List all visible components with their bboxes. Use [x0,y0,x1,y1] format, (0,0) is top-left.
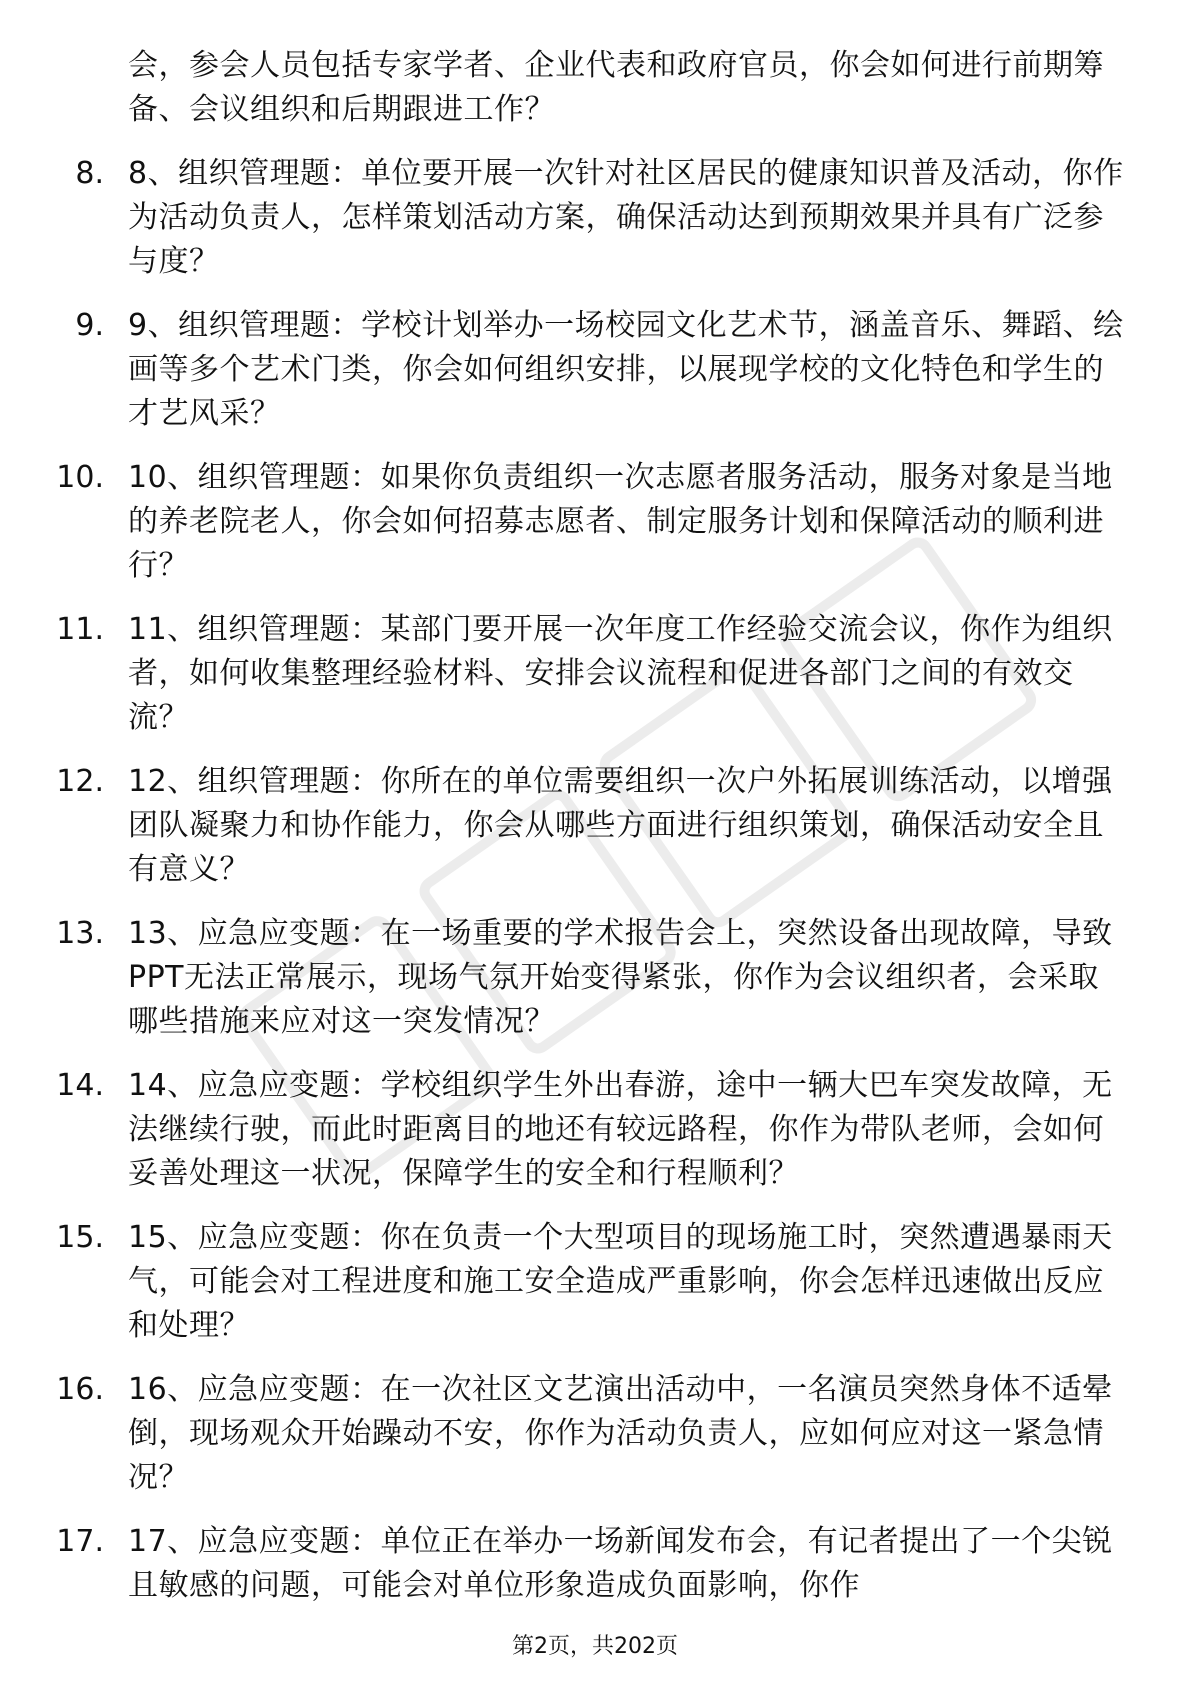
list-item-text: 15、应急应变题：你在负责一个大型项目的现场施工时，突然遭遇暴雨天气，可能会对工程进度和施工安全造成严重影响，你会怎样迅速做出反应和处理？ [128,1220,1113,1343]
spacer [0,588,1190,608]
list-item-number: 8. [75,156,104,191]
list-item-text: 16、应急应变题：在一次社区文艺演出活动中，一名演员突然身体不适晕倒，现场观众开始躁动不安，你作为活动负责人，应如何应对这一紧急情况？ [128,1372,1113,1495]
list-item [0,44,1190,132]
list-item-text: 12、组织管理题：你所在的单位需要组织一次户外拓展训练活动，以增强团队凝聚力和协作能力，你会从哪些方面进行组织策划，确保活动安全且有意义？ [128,764,1113,887]
list-item-number: 9. [75,308,104,343]
list-item [0,1520,1190,1608]
spacer [0,740,1190,760]
list-item [0,1216,1190,1348]
list-item [0,152,1190,284]
spacer [0,436,1190,456]
spacer [0,1044,1190,1064]
list-item [0,912,1190,1044]
spacer [0,1348,1190,1368]
list-item-text: 14、应急应变题：学校组织学生外出春游，途中一辆大巴车突发故障，无法继续行驶，而此时距离目的地还有较远路程，你作为带队老师，会如何妥善处理这一状况，保障学生的安全和行程顺利？ [128,1068,1113,1191]
list-item-number: 15. [56,1220,104,1255]
list-item-text: 17、应急应变题：单位正在举办一场新闻发布会，有记者提出了一个尖锐且敏感的问题，可能会对单位形象造成负面影响，你作 [128,1524,1113,1603]
list-item-number: 16. [56,1372,104,1407]
list-item-text: 10、组织管理题：如果你负责组织一次志愿者服务活动，服务对象是当地的养老院老人，你会如何招募志愿者、制定服务计划和保障活动的顺利进行？ [128,460,1113,583]
spacer [0,284,1190,304]
page-footer: 第2页，共202页 [512,1634,678,1659]
list-item-text: 13、应急应变题：在一场重要的学术报告会上，突然设备出现故障，导致PPT无法正常展示，现场气氛开始变得紧张，你作为会议组织者，会采取哪些措施来应对这一突发情况？ [128,916,1113,1039]
list-item-text: 9、组织管理题：学校计划举办一场校园文化艺术节，涵盖音乐、舞蹈、绘画等多个艺术门类，你会如何组织安排，以展现学校的文化特色和学生的才艺风采？ [128,308,1124,431]
list-item [0,1368,1190,1500]
question-list [0,44,1190,1608]
spacer [0,132,1190,152]
spacer [0,892,1190,912]
spacer [0,1500,1190,1520]
list-item-number: 11. [56,612,104,647]
list-item-text: 会，参会人员包括专家学者、企业代表和政府官员，你会如何进行前期筹备、会议组织和后期跟进工作？ [128,48,1104,127]
list-item [0,760,1190,892]
list-item-text: 11、组织管理题：某部门要开展一次年度工作经验交流会议，你作为组织者，如何收集整理经验材料、安排会议流程和促进各部门之间的有效交流？ [128,612,1113,735]
list-item-number: 12. [56,764,104,799]
list-item [0,456,1190,588]
list-item-number: 17. [56,1524,104,1559]
list-item-number: 13. [56,916,104,951]
list-item-number: 10. [56,460,104,495]
list-item [0,1064,1190,1196]
list-item [0,304,1190,436]
list-item-text: 8、组织管理题：单位要开展一次针对社区居民的健康知识普及活动，你作为活动负责人，怎样策划活动方案，确保活动达到预期效果并具有广泛参与度？ [128,156,1124,279]
spacer [0,1196,1190,1216]
list-item [0,608,1190,740]
list-item-number: 14. [56,1068,104,1103]
